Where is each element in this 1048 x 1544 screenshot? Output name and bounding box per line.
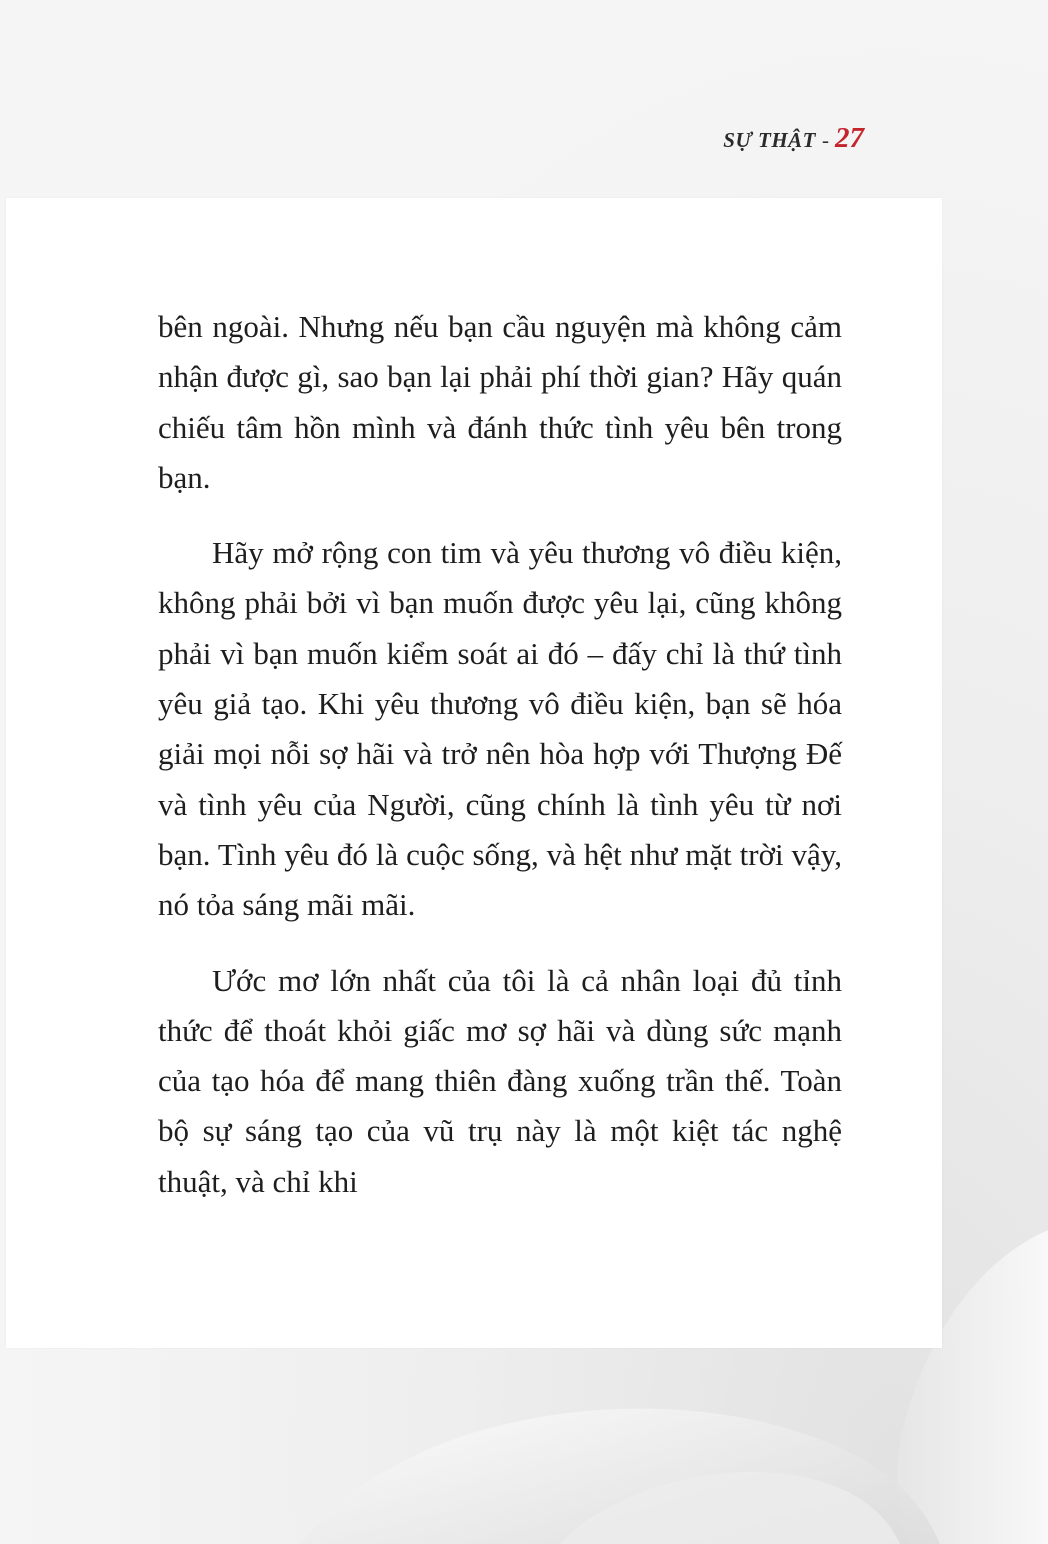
body-text (158, 302, 842, 1232)
header-separator: - (822, 128, 829, 152)
paragraph-1: bên ngoài. Nhưng nếu bạn cầu nguyện mà không cảm nhận được gì, sao bạn lại phải phí thời gian? Hãy quán chiếu tâm hồn mình và đánh thức tình yêu bên trong bạn. (158, 309, 842, 495)
page-number: 27 (835, 122, 864, 154)
bottom-rule (6, 1346, 870, 1348)
paragraph-3: Ước mơ lớn nhất của tôi là cả nhân loại đủ tỉnh thức để thoát khỏi giấc mơ sợ hãi và dùng sức mạnh của tạo hóa để mang thiên đàng xuống trần thế. Toàn bộ sự sáng tạo của vũ trụ này là một kiệt tác nghệ thuật, và chỉ khi (158, 962, 842, 1199)
paragraph-2: Hãy mở rộng con tim và yêu thương vô điều kiện, không phải bởi vì bạn muốn được yêu lại, cũng không phải vì bạn muốn kiểm soát ai đó – đấy chỉ là thứ tình yêu giả tạo. Khi yêu thương vô điều kiện, bạn sẽ hóa giải mọi nỗi sợ hãi và trở nên hòa hợp với Thượng Đế và tình yêu của Người, cũng chính là tình yêu từ nơi bạn. Tình yêu đó là cuộc sống, và hệt như mặt trời vậy, nó tỏa sáng mãi mãi. (158, 535, 842, 923)
header-title: SỰ THẬT (723, 128, 816, 152)
running-header (723, 122, 864, 162)
